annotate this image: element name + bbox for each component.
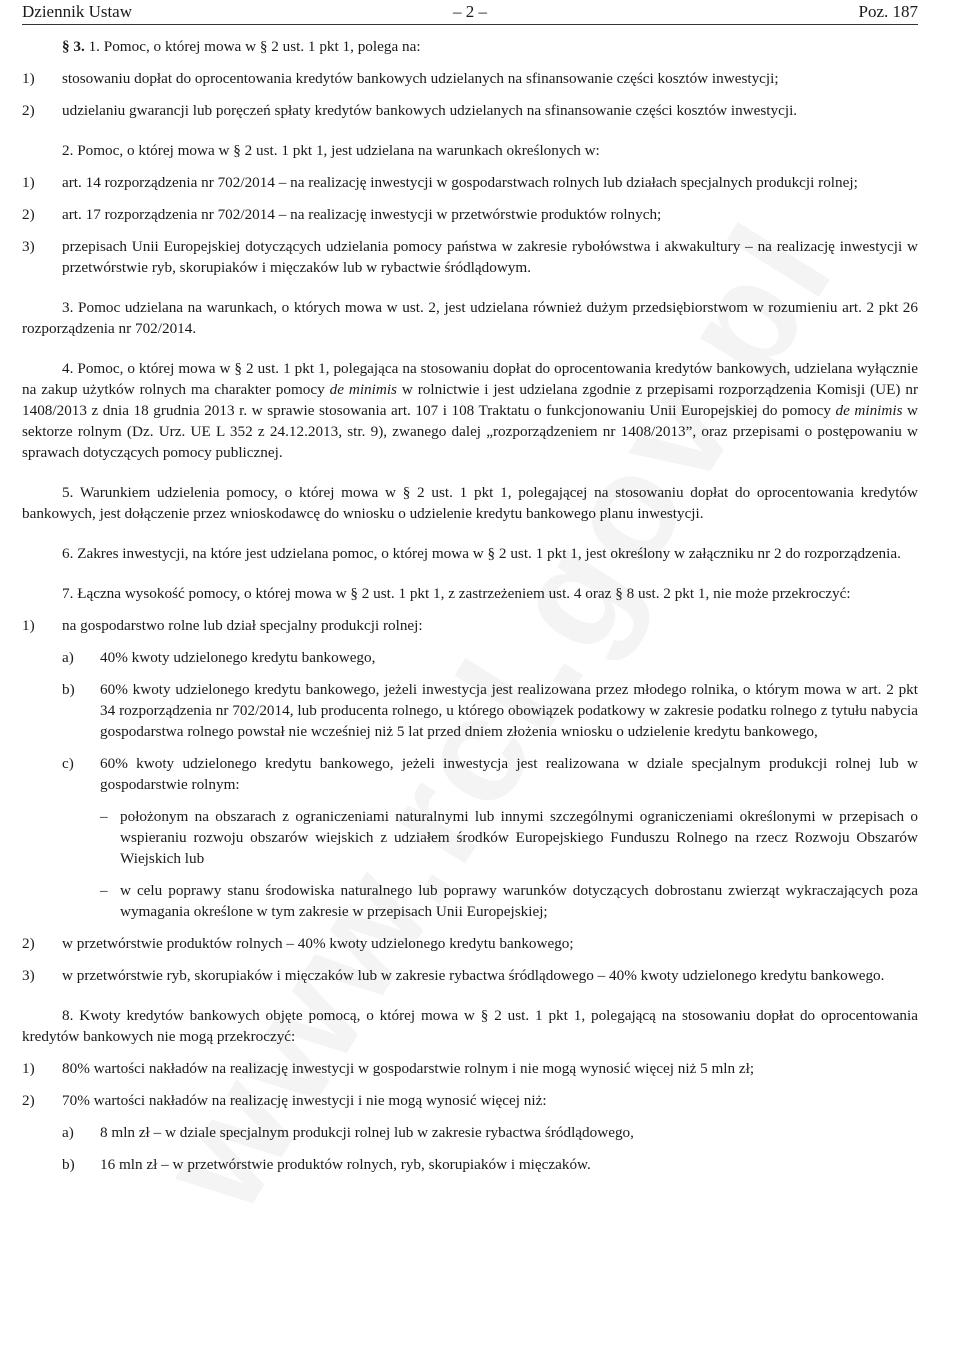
sub-item [22, 1122, 918, 1143]
dash-item [22, 806, 918, 869]
latin-term: de minimis [835, 402, 903, 419]
page-number: – 2 – [453, 2, 487, 21]
item-number: 1) [22, 174, 35, 191]
item-text: przepisach Unii Europejskiej dotyczących udzielania pomocy państwa w zakresie rybołówstwa i akwakultury – na realizację inwestycji w przetwórstwie ryb, skorupiaków i mięczaków lub w rybactwie śródlądowym. [62, 238, 918, 276]
sub-item-letter: b) [62, 1156, 75, 1173]
dash-item [22, 880, 918, 922]
sub-item-letter: c) [62, 755, 74, 772]
list-item [22, 965, 918, 986]
dash-item-text: w celu poprawy stanu środowiska naturalnego lub poprawy warunków dotyczących dobrostanu zwierząt wykraczających poza wymagania określone w tym zakresie w przepisach Unii Europejskiej; [120, 882, 918, 920]
sub-item-text: 8 mln zł – w dziale specjalnym produkcji rolnej lub w zakresie rybactwa śródlądowego, [100, 1124, 634, 1141]
list-item [22, 172, 918, 193]
section-mark: § 3. [62, 38, 89, 55]
paragraph-text: w sektorze rolnym (Dz. Urz. UE L 352 z 24.12.2013, str. 9), zwanego dalej „rozporządzeniem nr 1408/2013”, oraz przepisami o postępowaniu w sprawach dotyczących pomocy publicznej. [22, 402, 919, 461]
item-text: w przetwórstwie produktów rolnych – 40% kwoty udzielonego kredytu bankowego; [62, 935, 574, 952]
item-text: art. 17 rozporządzenia nr 702/2014 – na realizację inwestycji w przetwórstwie produktów rolnych; [62, 206, 662, 223]
list-item [22, 236, 918, 278]
sub-item [22, 679, 918, 742]
dash-item-text: położonym na obszarach z ograniczeniami naturalnymi lub innymi szczególnymi ograniczeniami określonymi w przepisach o wspieraniu rozwoju obszarów wiejskich z udziałem środków Europejskiego Funduszu Rolnego na rzecz Rozwoju Obszarów Wiejskich lub [120, 808, 918, 867]
dash-mark: – [100, 808, 108, 825]
latin-term: de minimis [329, 381, 397, 398]
document-body [22, 36, 918, 1175]
paragraph-3-5: 5. Warunkiem udzielenia pomocy, o której mowa w § 2 ust. 1 pkt 1, polegającej na stosowaniu dopłat do oprocentowania kredytów bankowych, jest dołączenie przez wnioskodawcę do wniosku o udzielenie kredytu bankowego planu inwestycji. [22, 484, 918, 522]
paragraph-text: 4. Pomoc, o której mowa w § 2 ust. 1 pkt 1, polegająca na stosowaniu dopłat do oprocentowania kredytów bankowych, udzielana wyłącznie na zakup użytków rolnych ma charakter pomocy [22, 360, 918, 398]
sub-item-letter: b) [62, 681, 75, 698]
item-number: 1) [22, 617, 35, 634]
item-text: 80% wartości nakładów na realizację inwestycji w gospodarstwie rolnym i nie mogą wynosić więcej niż 5 mln zł; [62, 1060, 755, 1077]
item-text: art. 14 rozporządzenia nr 702/2014 – na realizację inwestycji w gospodarstwach rolnych lub działach specjalnych produkcji rolnej; [62, 174, 858, 191]
position-number: Poz. 187 [858, 2, 918, 21]
paragraph-3-1 [22, 36, 918, 57]
sub-item-text: 60% kwoty udzielonego kredytu bankowego, jeżeli inwestycja jest realizowana w dziale specjalnym produkcji rolnej lub w gospodarstwie rolnym: [100, 755, 918, 793]
sub-item-text: 16 mln zł – w przetwórstwie produktów rolnych, ryb, skorupiaków i mięczaków. [100, 1156, 591, 1173]
item-number: 2) [22, 102, 35, 119]
list-item [22, 933, 918, 954]
sub-item [22, 753, 918, 795]
sub-item [22, 647, 918, 668]
item-number: 2) [22, 206, 35, 223]
item-text: na gospodarstwo rolne lub dział specjalny produkcji rolnej: [62, 617, 423, 634]
item-text: w przetwórstwie ryb, skorupiaków i mięczaków lub w zakresie rybactwa śródlądowego – 40% kwoty udzielonego kredytu bankowego. [62, 967, 885, 984]
list-item [22, 1058, 918, 1079]
item-number: 2) [22, 935, 35, 952]
item-text: 70% wartości nakładów na realizację inwestycji i nie mogą wynosić więcej niż: [62, 1092, 547, 1109]
item-number: 3) [22, 967, 35, 984]
sub-item [22, 1154, 918, 1175]
sub-item-text: 40% kwoty udzielonego kredytu bankowego, [100, 649, 376, 666]
dash-mark: – [100, 882, 108, 899]
paragraph-3-4 [22, 358, 918, 463]
list-item [22, 1090, 918, 1111]
paragraph-3-6: 6. Zakres inwestycji, na które jest udzielana pomoc, o której mowa w § 2 ust. 1 pkt 1, jest określony w załączniku nr 2 do rozporządzenia. [62, 545, 901, 562]
item-number: 2) [22, 1092, 35, 1109]
sub-item-letter: a) [62, 1124, 74, 1141]
item-number: 3) [22, 238, 35, 255]
list-item [22, 68, 918, 89]
list-item [22, 100, 918, 121]
paragraph-3-3: 3. Pomoc udzielana na warunkach, o których mowa w ust. 2, jest udzielana również dużym przedsiębiorstwom w rozumieniu art. 2 pkt 26 rozporządzenia nr 702/2014. [22, 299, 918, 337]
sub-item-letter: a) [62, 649, 74, 666]
list-item [22, 615, 918, 636]
item-text: udzielaniu gwarancji lub poręczeń spłaty kredytów bankowych udzielanych na sfinansowanie części kosztów inwestycji. [62, 102, 798, 119]
paragraph-3-2: 2. Pomoc, o której mowa w § 2 ust. 1 pkt 1, jest udzielana na warunkach określonych w: [62, 142, 600, 159]
item-text: stosowaniu dopłat do oprocentowania kredytów bankowych udzielanych na sfinansowanie części kosztów inwestycji; [62, 70, 779, 87]
item-number: 1) [22, 1060, 35, 1077]
page-header [22, 0, 918, 25]
sub-item-text: 60% kwoty udzielonego kredytu bankowego, jeżeli inwestycja jest realizowana przez młodego rolnika, o którym mowa w art. 2 pkt 34 rozporządzenia nr 702/2014, lub producenta rolnego, u którego obowiązek podatkowy w zakresie podatku rolnego z tytułu nabycia gospodarstwa rolnego powstał nie wcześniej niż 5 lat przed dniem złożenia wniosku o udzielenie kredytu bankowego, [100, 681, 918, 740]
paragraph-3-8: 8. Kwoty kredytów bankowych objęte pomocą, o której mowa w § 2 ust. 1 pkt 1, polegającą na stosowaniu dopłat do oprocentowania kredytów bankowych nie mogą przekroczyć: [22, 1007, 918, 1045]
item-number: 1) [22, 70, 35, 87]
paragraph-3-7: 7. Łączna wysokość pomocy, o której mowa w § 2 ust. 1 pkt 1, z zastrzeżeniem ust. 4 oraz § 8 ust. 2 pkt 1, nie może przekroczyć: [62, 585, 851, 602]
journal-title: Dziennik Ustaw [22, 2, 133, 21]
paragraph-text: w rolnictwie i jest udzielana zgodnie z przepisami rozporządzenia Komisji (UE) nr 1408/2013 z dnia 18 grudnia 2013 r. w sprawie stosowania art. 107 i 108 Traktatu o funkcjonowaniu Unii Europejskiej do pomocy [22, 381, 918, 419]
list-item [22, 204, 918, 225]
paragraph-text: 1. Pomoc, o której mowa w § 2 ust. 1 pkt 1, polega na: [88, 38, 421, 55]
